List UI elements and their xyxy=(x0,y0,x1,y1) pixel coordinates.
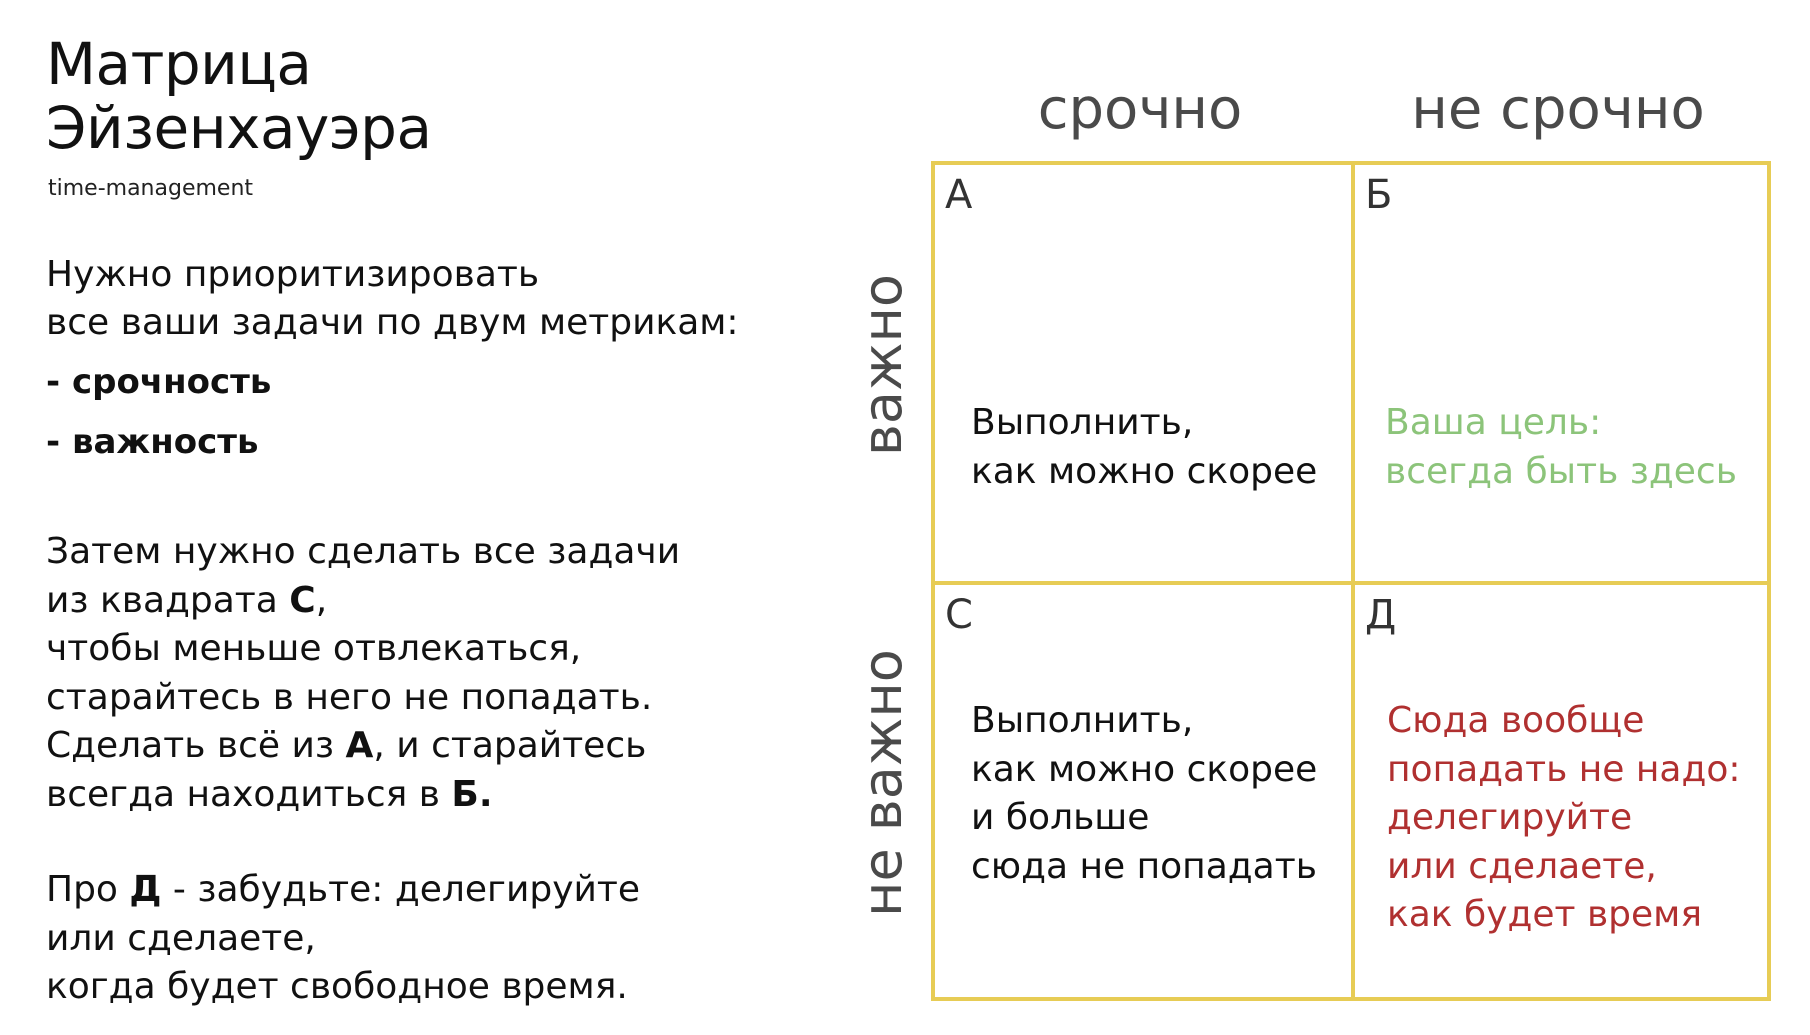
intro-line: Нужно приоритизировать xyxy=(46,254,540,295)
quadrant-text xyxy=(971,399,1317,496)
quadrant-letter: С xyxy=(945,592,973,638)
quadrant-letter: Д xyxy=(1365,592,1397,638)
paragraph-line xyxy=(46,577,680,626)
intro-line: все ваши задачи по двум метрикам: xyxy=(46,302,739,343)
quadrant-text-line: Выполнить, xyxy=(971,402,1194,443)
text-segment: Сделать всё из xyxy=(46,725,346,766)
subtitle: time-management xyxy=(48,176,254,201)
text-segment: Про xyxy=(46,869,130,910)
quadrant-ref-c: С xyxy=(289,579,316,621)
quadrant-ref-b: Б. xyxy=(451,773,493,815)
metric-urgency: - срочность xyxy=(46,362,272,402)
quadrant-text-line: всегда быть здесь xyxy=(1385,450,1737,492)
quadrant-text-line: как можно скорее xyxy=(971,748,1318,790)
quadrant-a xyxy=(935,165,1351,581)
quadrant-text-line: или сделаете, xyxy=(1387,845,1657,887)
paragraph-line: Затем нужно сделать все задачи xyxy=(46,531,681,572)
paragraph-line xyxy=(46,866,640,915)
quadrant-text-line: делегируйте xyxy=(1387,797,1633,838)
paragraph-line: или сделаете, xyxy=(46,917,316,959)
quadrant-letter: А xyxy=(945,172,973,218)
text-segment: из квадрата xyxy=(46,579,290,621)
paragraph-line xyxy=(46,771,680,820)
row-header-important: важно xyxy=(851,274,914,456)
instructions-paragraph xyxy=(46,528,680,819)
text-segment: , и старайтесь xyxy=(373,725,647,766)
paragraph-line xyxy=(46,722,680,771)
metric-importance: - важность xyxy=(46,422,259,462)
quadrant-text-line: сюда не попадать xyxy=(971,845,1317,887)
paragraph-line: чтобы меньше отвлекаться, xyxy=(46,628,582,669)
quadrant-text-line: и больше xyxy=(971,797,1150,838)
quadrant-text xyxy=(971,697,1317,891)
title-line: Эйзенхауэра xyxy=(46,94,432,162)
delegation-paragraph xyxy=(46,866,640,1012)
page-title xyxy=(46,32,432,160)
paragraph-line: старайтесь в него не попадать. xyxy=(46,676,653,718)
quadrant-ref-a: А xyxy=(345,725,374,766)
matrix-grid xyxy=(931,161,1771,1001)
quadrant-letter: Б xyxy=(1365,172,1393,218)
intro-text xyxy=(46,251,739,347)
column-header-not-urgent: не срочно xyxy=(1411,77,1705,142)
text-segment: - забудьте: делегируйте xyxy=(161,869,641,910)
quadrant-b xyxy=(1355,165,1771,581)
quadrant-text-line: попадать не надо: xyxy=(1387,748,1741,790)
text-segment: всегда находиться в xyxy=(46,773,452,815)
quadrant-text xyxy=(1387,697,1741,940)
quadrant-ref-d: Д xyxy=(129,869,162,910)
quadrant-text-line: как можно скорее xyxy=(971,450,1318,492)
row-header-not-important: не важно xyxy=(851,649,914,917)
quadrant-text-line: Ваша цель: xyxy=(1385,402,1602,443)
title-line: Матрица xyxy=(46,30,312,98)
quadrant-text-line: Выполнить, xyxy=(971,700,1194,741)
paragraph-line: когда будет свободное время. xyxy=(46,966,628,1007)
quadrant-text-line: Сюда вообще xyxy=(1387,700,1645,741)
quadrant-text-line: как будет время xyxy=(1387,894,1702,935)
quadrant-d xyxy=(1355,585,1771,1001)
text-segment: , xyxy=(315,579,328,621)
column-header-urgent: срочно xyxy=(1037,77,1243,142)
quadrant-c xyxy=(935,585,1351,1001)
quadrant-text xyxy=(1385,399,1737,496)
